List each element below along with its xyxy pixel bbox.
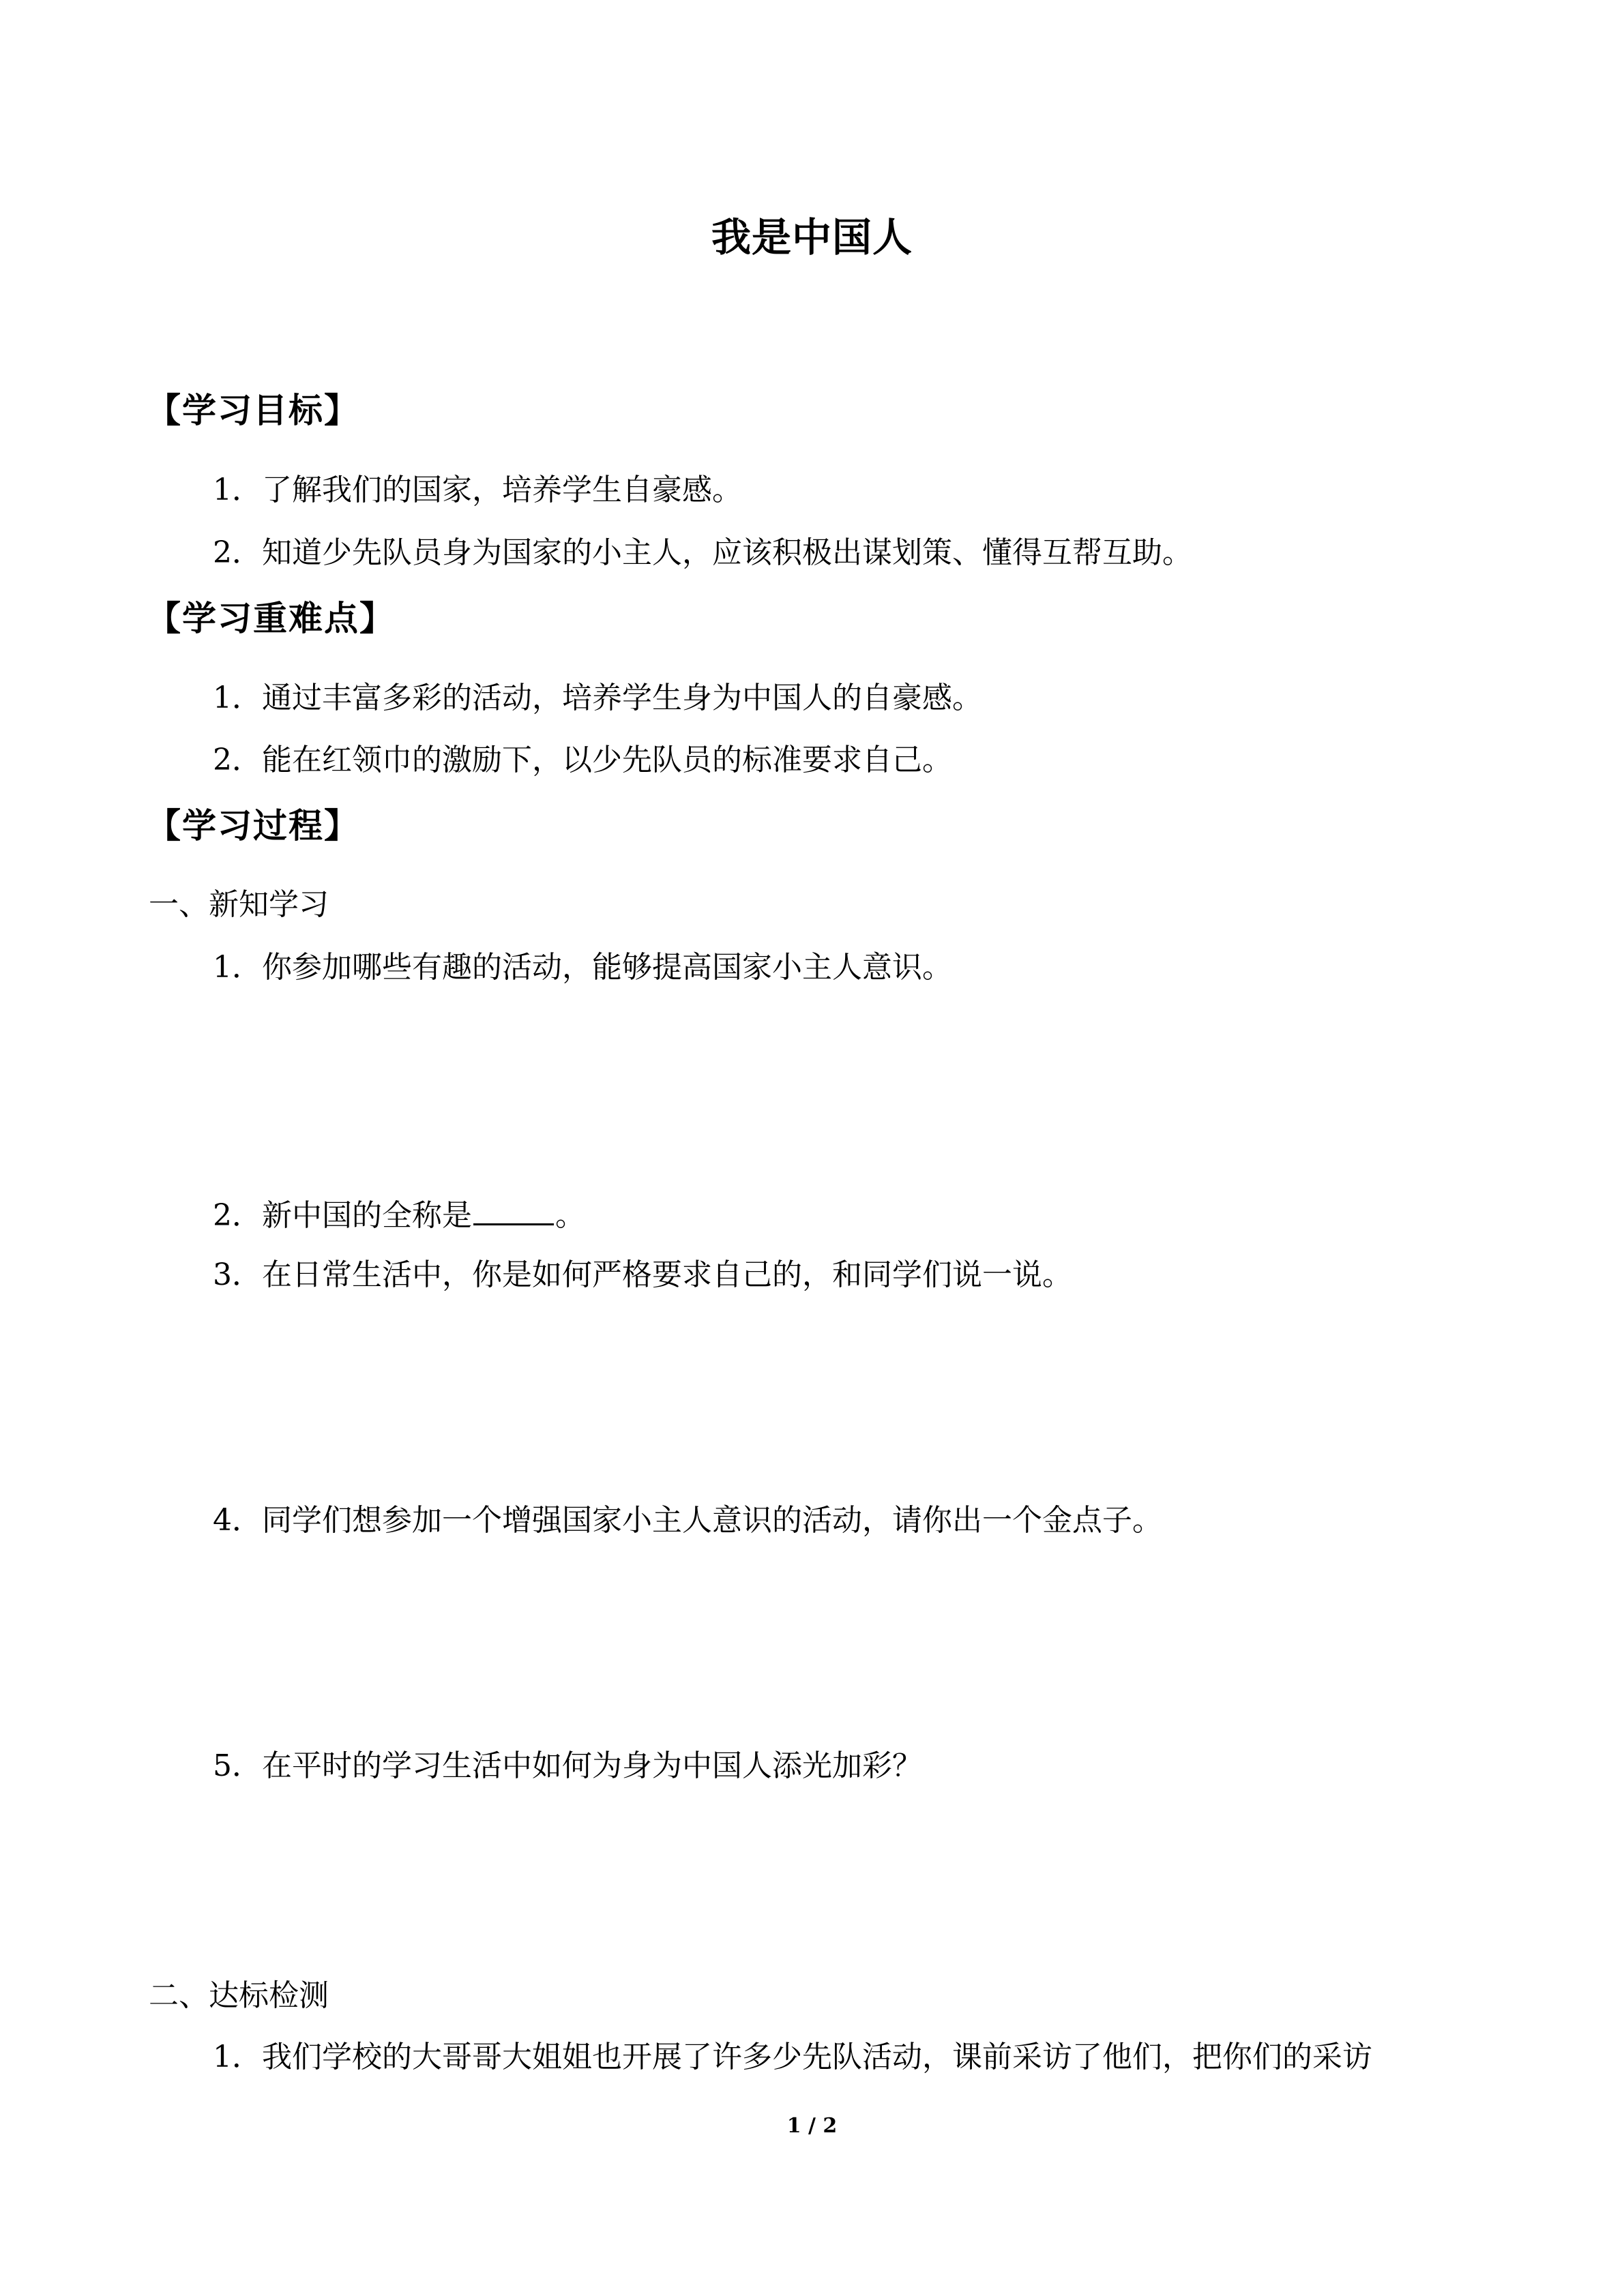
key-point-item-2: 2．能在红领巾的激励下，以少先队员的标准要求自己。 — [213, 743, 952, 777]
section-assessment: 二、达标检测 — [149, 1978, 329, 2013]
question-2-text: 2．新中国的全称是 — [213, 1198, 472, 1233]
question-5: 5．在平时的学习生活中如何为身为中国人添光加彩？ — [213, 1748, 922, 1783]
key-point-item-1: 1．通过丰富多彩的活动，培养学生身为中国人的自豪感。 — [213, 681, 982, 715]
heading-learning-goals: 【学习目标】 — [147, 391, 359, 430]
question-3: 3．在日常生活中，你是如何严格要求自己的，和同学们说一说。 — [213, 1257, 1072, 1292]
assessment-question-1: 1．我们学校的大哥哥大姐姐也开展了许多少先队活动，课前采访了他们，把你们的采访 — [213, 2040, 1372, 2074]
question-4: 4．同学们想参加一个增强国家小主人意识的活动，请你出一个金点子。 — [213, 1503, 1162, 1538]
heading-key-points: 【学习重难点】 — [147, 599, 395, 638]
question-2-end: 。 — [555, 1198, 585, 1233]
question-2 — [213, 1193, 585, 1236]
page-number: 1 / 2 — [786, 2114, 838, 2138]
goal-item-1: 1．了解我们的国家，培养学生自豪感。 — [213, 473, 742, 507]
goal-item-2: 2．知道少先队员身为国家的小主人，应该积极出谋划策、懂得互帮互助。 — [213, 535, 1192, 570]
heading-learning-process: 【学习过程】 — [147, 806, 359, 846]
fill-in-blank[interactable] — [473, 1193, 554, 1225]
page-title: 我是中国人 — [711, 214, 913, 260]
section-new-knowledge: 一、新知学习 — [149, 887, 329, 922]
question-1: 1．你参加哪些有趣的活动，能够提高国家小主人意识。 — [213, 950, 952, 985]
